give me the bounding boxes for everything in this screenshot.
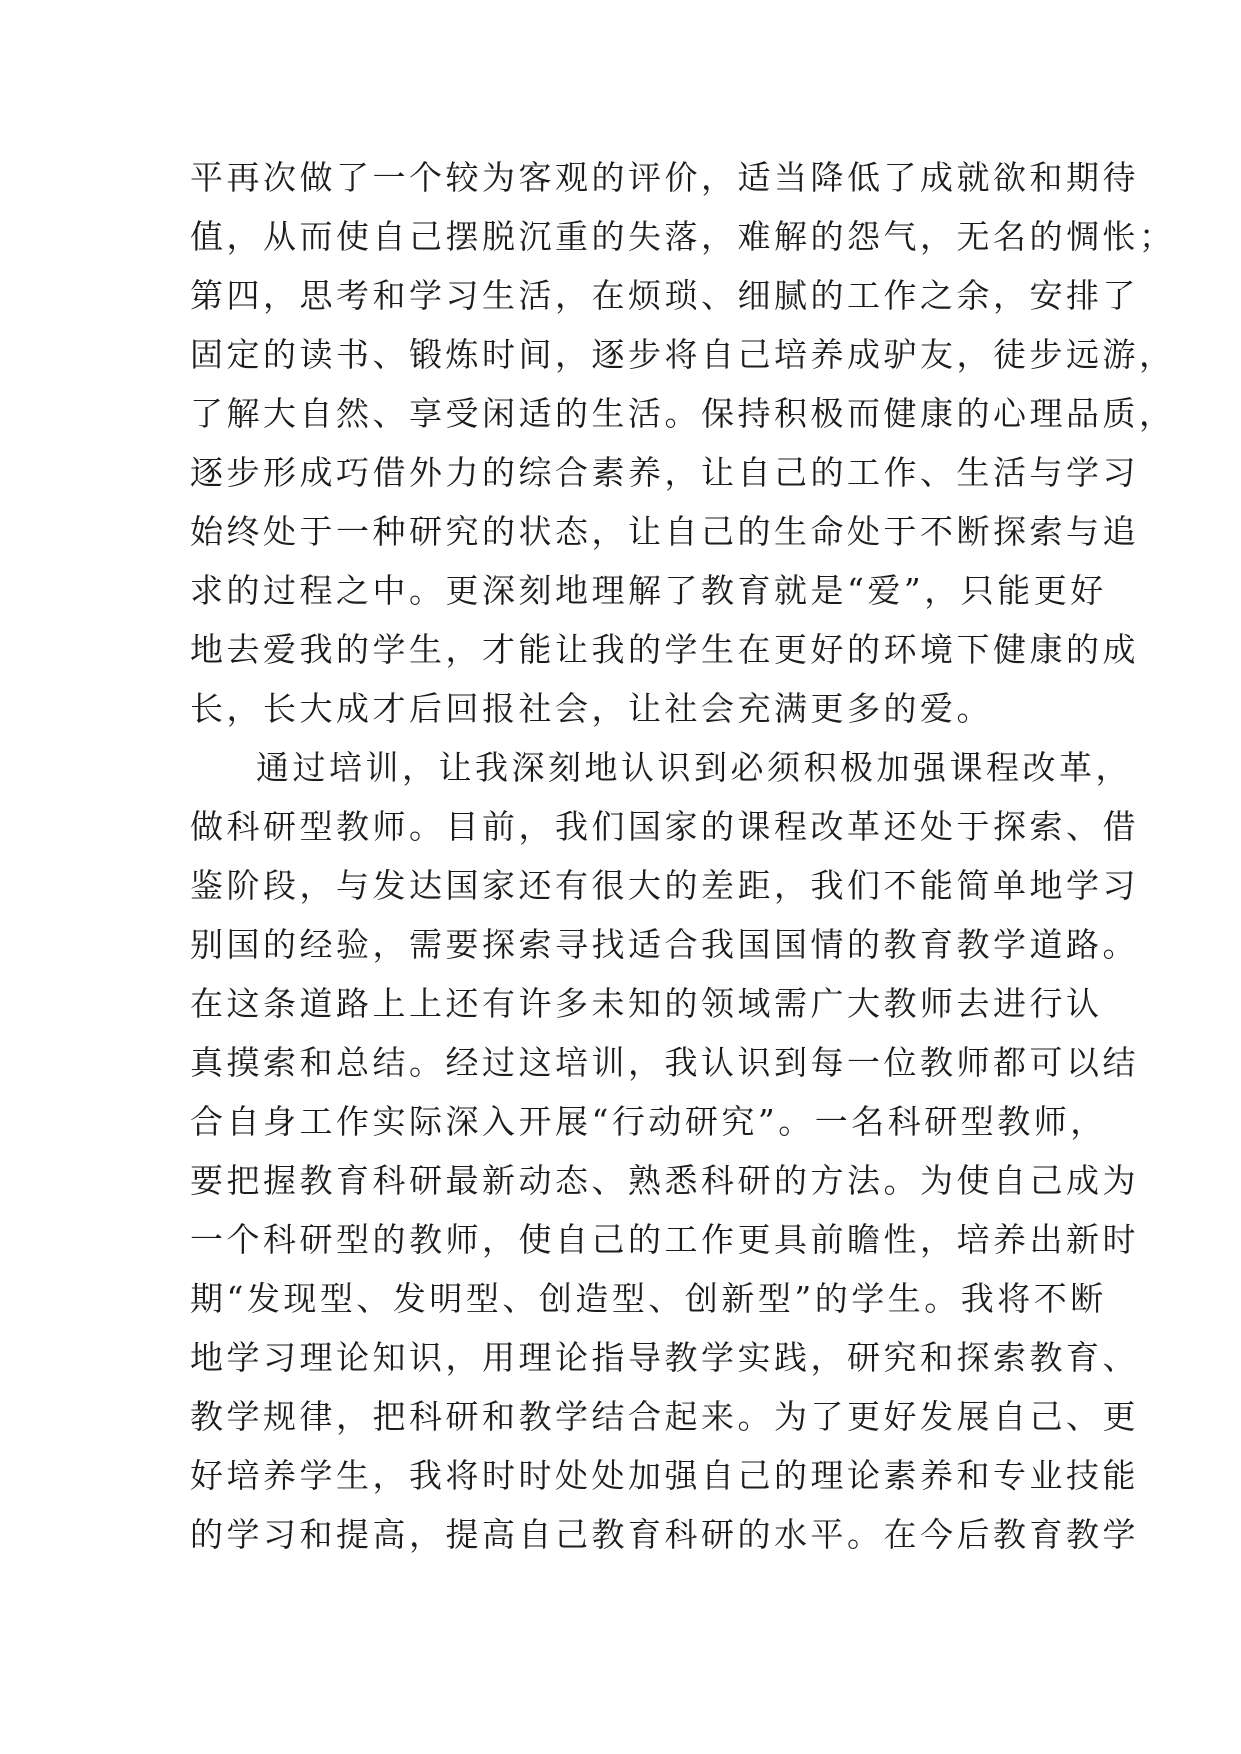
- text-line: 在这条道路上上还有许多未知的领域需广大教师去进行认: [190, 984, 1103, 1023]
- text-line: 长，长大成才后回报社会，让社会充满更多的爱。: [190, 689, 993, 728]
- text-line: 逐步形成巧借外力的综合素养，让自己的工作、生活与学习: [190, 453, 1139, 492]
- text-line: 平再次做了一个较为客观的评价，适当降低了成就欲和期待: [190, 158, 1139, 197]
- text-line: 一个科研型的教师，使自己的工作更具前瞻性，培养出新时: [190, 1220, 1139, 1259]
- text-line: 鉴阶段，与发达国家还有很大的差距，我们不能简单地学习: [190, 866, 1139, 905]
- text-line: 求的过程之中。更深刻地理解了教育就是“爱”，只能更好: [190, 571, 1107, 610]
- text-line: 真摸索和总结。经过这培训，我认识到每一位教师都可以结: [190, 1043, 1139, 1082]
- text-line: 期“发现型、发明型、创造型、创新型”的学生。我将不断: [190, 1279, 1107, 1318]
- text-line: 始终处于一种研究的状态，让自己的生命处于不断探索与追: [190, 512, 1139, 551]
- text-line: 的学习和提高，提高自己教育科研的水平。在今后教育教学: [190, 1515, 1139, 1554]
- text-line: 地学习理论知识，用理论指导教学实践，研究和探索教育、: [190, 1338, 1139, 1377]
- text-line: 地去爱我的学生，才能让我的学生在更好的环境下健康的成: [190, 630, 1139, 669]
- text-line: 教学规律，把科研和教学结合起来。为了更好发展自己、更: [190, 1397, 1139, 1436]
- text-line: 要把握教育科研最新动态、熟悉科研的方法。为使自己成为: [190, 1161, 1139, 1200]
- text-line: 合自身工作实际深入开展“行动研究”。一名科研型教师，: [190, 1102, 1107, 1141]
- paragraph-first-line: 通过培训，让我深刻地认识到必须积极加强课程改革，: [256, 748, 1132, 787]
- text-line: 好培养学生，我将时时处处加强自己的理论素养和专业技能: [190, 1456, 1139, 1495]
- text-line: 别国的经验，需要探索寻找适合我国国情的教育教学道路。: [190, 925, 1139, 964]
- text-line: 了解大自然、享受闲适的生活。保持积极而健康的心理品质，: [190, 394, 1176, 433]
- text-line: 固定的读书、锻炼时间，逐步将自己培养成驴友，徒步远游，: [190, 335, 1176, 374]
- text-line: 值，从而使自己摆脱沉重的失落，难解的怨气，无名的惆怅；: [190, 217, 1176, 256]
- text-line: 做科研型教师。目前，我们国家的课程改革还处于探索、借: [190, 807, 1139, 846]
- text-line: 第四，思考和学习生活，在烦琐、细腻的工作之余，安排了: [190, 276, 1139, 315]
